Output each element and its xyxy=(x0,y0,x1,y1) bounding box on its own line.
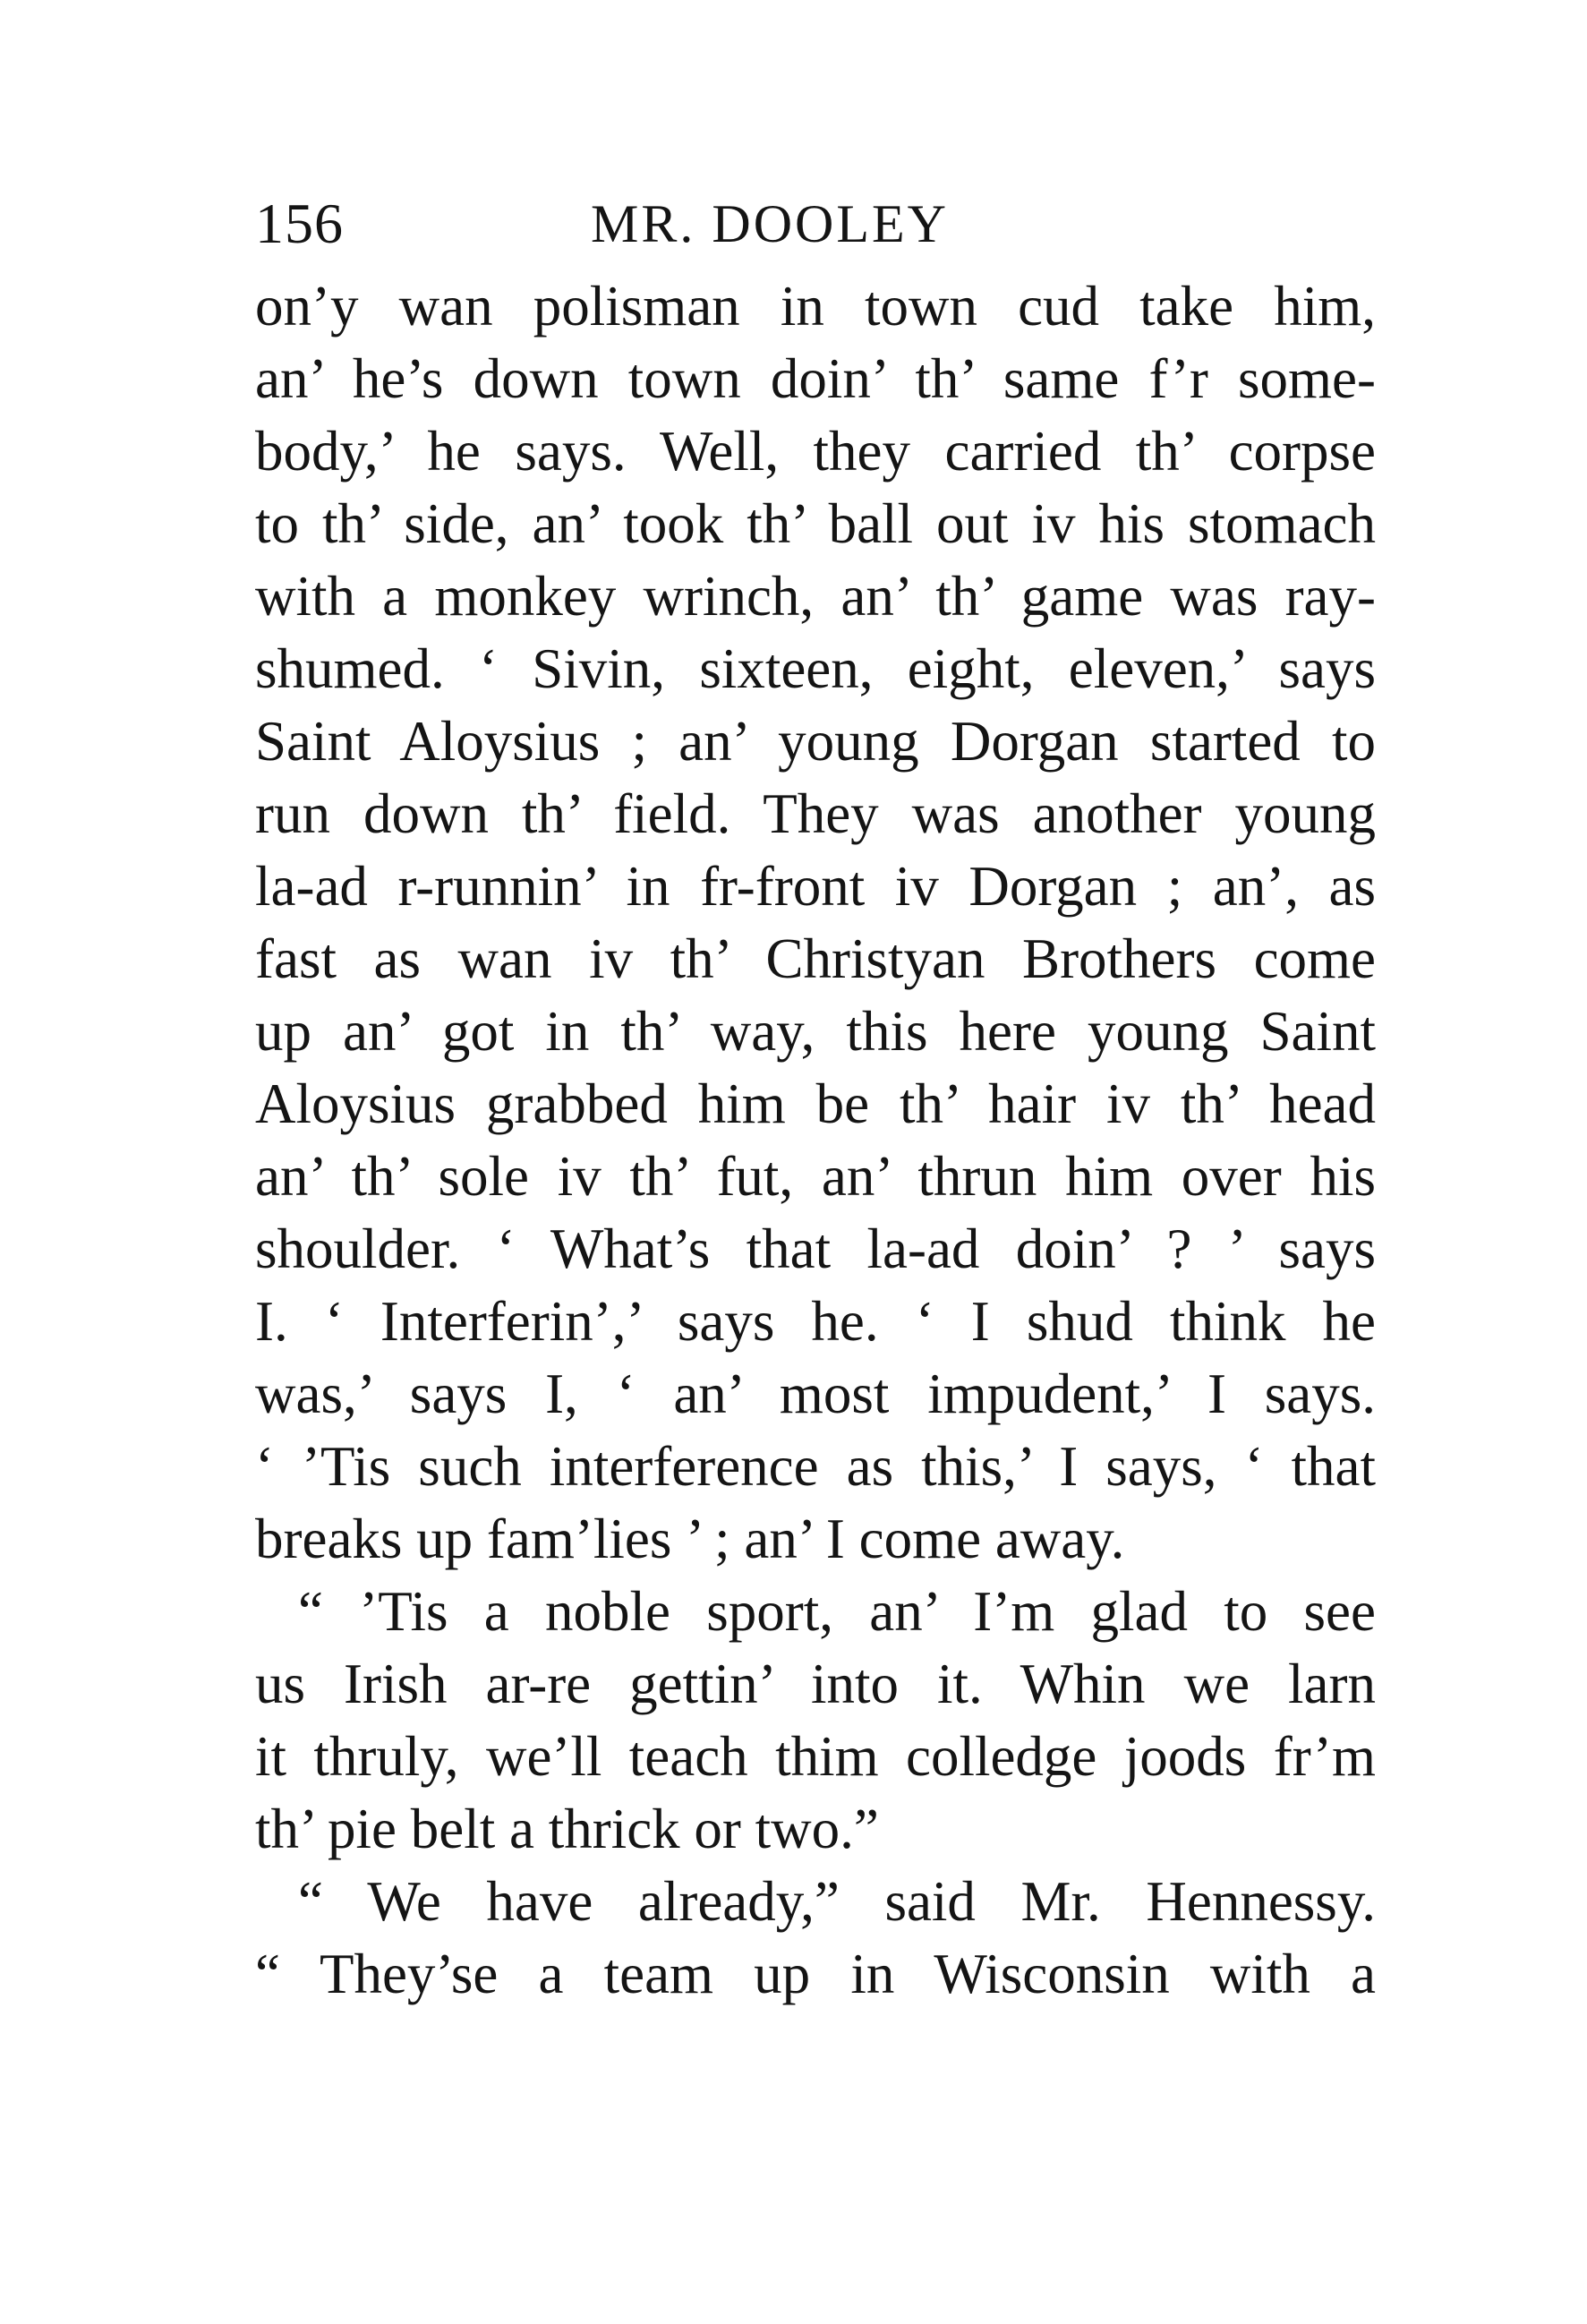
text-line: shumed. ‘ Sivin, sixteen, eight, eleven,’ says xyxy=(255,637,1376,700)
text-line: breaks up fam’lies ’ ; an’ I come away. xyxy=(255,1508,1125,1570)
text-line: up an’ got in th’ way, this here young Saint xyxy=(255,1000,1376,1063)
text-line: it thruly, we’ll teach thim colledge joods fr’m xyxy=(255,1725,1376,1788)
text-line: an’ he’s down town doin’ th’ same f’r some- xyxy=(255,347,1376,410)
text-line: run down th’ field. They was another young xyxy=(255,782,1376,845)
text-line: Saint Aloysius ; an’ young Dorgan started to xyxy=(255,710,1376,773)
text-line: la-ad r-runnin’ in fr-front iv Dorgan ; an’, as xyxy=(255,855,1376,918)
body-text xyxy=(255,270,1376,2011)
text-line: on’y wan polisman in town cud take him, xyxy=(255,275,1376,337)
text-line: Aloysius grabbed him be th’ hair iv th’ head xyxy=(255,1072,1376,1135)
text-line: “ ’Tis a noble sport, an’ I’m glad to see xyxy=(298,1580,1376,1643)
page-header xyxy=(255,179,1392,269)
running-head: MR. DOOLEY xyxy=(591,194,949,253)
text-line: th’ pie belt a thrick or two.” xyxy=(255,1798,879,1860)
text-line: fast as wan iv th’ Christyan Brothers come xyxy=(255,927,1376,990)
text-line: with a monkey wrinch, an’ th’ game was ray- xyxy=(255,565,1376,628)
text-line: body,’ he says. Well, they carried th’ corpse xyxy=(255,420,1376,483)
text-line: ‘ ’Tis such interference as this,’ I says, ‘ that xyxy=(255,1435,1376,1498)
text-line: an’ th’ sole iv th’ fut, an’ thrun him over his xyxy=(255,1145,1376,1208)
text-line: to th’ side, an’ took th’ ball out iv his stomach xyxy=(255,492,1376,555)
text-line: “ They’se a team up in Wisconsin with a xyxy=(255,1943,1376,2005)
text-line: was,’ says I, ‘ an’ most impudent,’ I says. xyxy=(255,1363,1376,1425)
text-line: us Irish ar-re gettin’ into it. Whin we larn xyxy=(255,1653,1376,1715)
text-line: I. ‘ Interferin’,’ says he. ‘ I shud think he xyxy=(255,1290,1376,1353)
page-number: 156 xyxy=(255,192,344,255)
text-line: shoulder. ‘ What’s that la-ad doin’ ? ’ says xyxy=(255,1218,1376,1280)
text-line: “ We have already,” said Mr. Hennessy. xyxy=(298,1870,1376,1933)
